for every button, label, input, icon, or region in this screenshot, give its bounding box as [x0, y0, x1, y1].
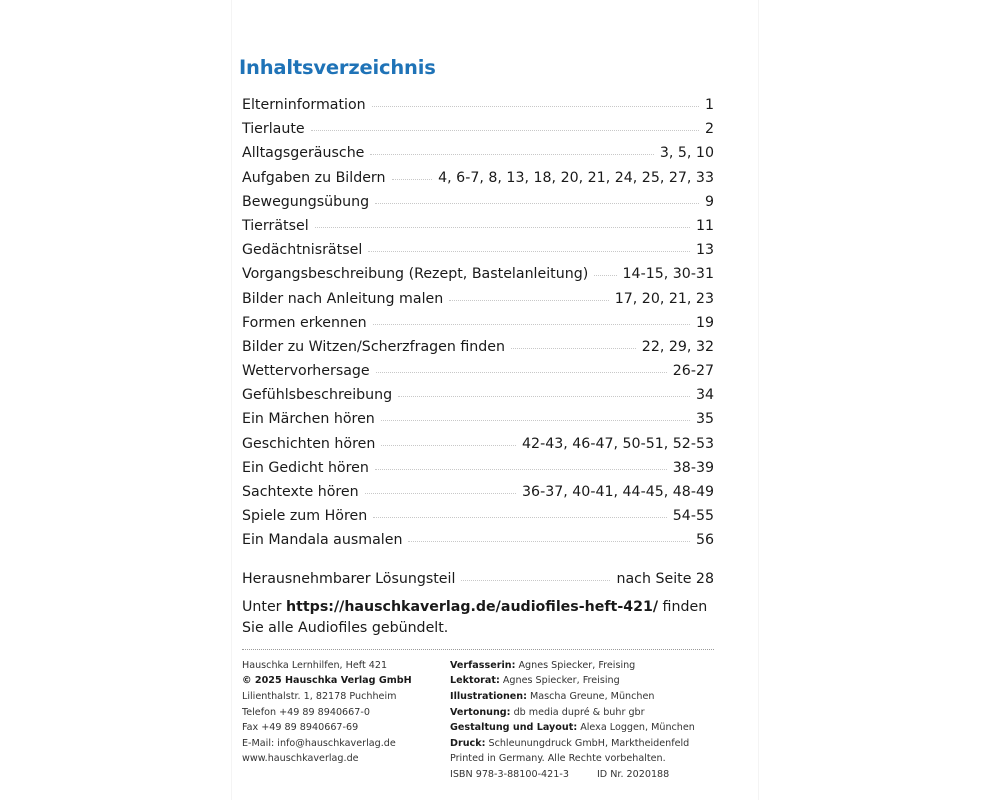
audio-url-link[interactable]: https://hauschkaverlag.de/audiofiles-heft-421/	[286, 598, 659, 615]
toc-label: Herausnehmbarer Lösungsteil	[242, 570, 456, 587]
leader-dots	[511, 348, 636, 349]
toc-label: Vorgangsbeschreibung (Rezept, Bastelanleitung)	[242, 266, 589, 283]
imprint-copyright: © 2025 Hauschka Verlag GmbH	[242, 675, 412, 687]
toc-row-solutions	[242, 567, 714, 591]
toc-label: Aufgaben zu Bildern	[242, 169, 386, 186]
imprint-phone: Telefon +49 89 8940667-0	[242, 706, 370, 718]
leader-dots	[398, 396, 690, 397]
id-number: ID Nr. 2020188	[596, 768, 670, 780]
toc-label: Bewegungsübung	[242, 193, 370, 210]
toc-row	[242, 287, 714, 311]
credit-editor: Lektorat: Agnes Spiecker, Freising	[450, 675, 620, 687]
toc-list	[242, 93, 714, 553]
imprint-credits	[450, 658, 714, 783]
imprint	[242, 658, 714, 783]
content	[239, 56, 714, 783]
toc-label: Formen erkennen	[242, 314, 367, 331]
toc-row	[242, 335, 714, 359]
toc-pages: 34	[695, 387, 714, 404]
leader-dots	[370, 154, 653, 155]
credit-audio: Vertonung: db media dupré & buhr gbr	[450, 706, 645, 718]
leader-dots	[375, 203, 699, 204]
imprint-fax: Fax +49 89 8940667-69	[242, 722, 359, 734]
toc-row	[242, 214, 714, 238]
credit-design: Gestaltung und Layout: Alexa Loggen, München	[450, 722, 695, 734]
audio-note-line2: Sie alle Audiofiles gebündelt.	[242, 619, 449, 636]
imprint-publisher	[242, 658, 450, 783]
credit-printed-in: Printed in Germany. Alle Rechte vorbehalten.	[450, 753, 666, 765]
leader-dots	[461, 580, 610, 581]
toc-pages: 42-43, 46-47, 50-51, 52-53	[522, 435, 714, 452]
leader-dots	[311, 130, 699, 131]
leader-dots	[449, 300, 608, 301]
toc-pages: 17, 20, 21, 23	[614, 290, 714, 307]
toc-label: Tierrätsel	[242, 217, 309, 234]
toc-row	[242, 383, 714, 407]
toc-row	[242, 166, 714, 190]
toc-label: Gefühlsbeschreibung	[242, 387, 393, 404]
toc-pages: 3, 5, 10	[659, 145, 714, 162]
leader-dots	[381, 445, 516, 446]
leader-dots	[372, 106, 699, 107]
imprint-address: Lilienthalstr. 1, 82178 Puchheim	[242, 690, 397, 702]
credit-isbn-row	[450, 767, 714, 783]
audio-note-suffix: finden	[658, 598, 708, 615]
toc-pages: 2	[704, 121, 714, 138]
toc-label: Wettervorhersage	[242, 363, 370, 380]
toc-pages: 26-27	[672, 363, 714, 380]
leader-dots	[594, 275, 616, 276]
toc-pages: 56	[695, 532, 714, 549]
toc-row	[242, 311, 714, 335]
toc-label: Ein Gedicht hören	[242, 459, 369, 476]
toc-label: Spiele zum Hören	[242, 508, 368, 525]
toc-label: Geschichten hören	[242, 435, 376, 452]
toc-row	[242, 359, 714, 383]
toc-row	[242, 141, 714, 165]
toc-pages: 1	[704, 97, 714, 113]
leader-dots	[381, 420, 690, 421]
toc-pages: 9	[704, 193, 714, 210]
toc-label: Bilder nach Anleitung malen	[242, 290, 444, 307]
toc-pages: 36-37, 40-41, 44-45, 48-49	[522, 484, 714, 500]
toc-pages: 19	[695, 314, 714, 331]
toc-pages: 11	[695, 217, 714, 234]
imprint-email: E-Mail: info@hauschkaverlag.de	[242, 737, 396, 749]
toc-label: Gedächtnisrätsel	[242, 242, 363, 259]
toc-label: Ein Märchen hören	[242, 411, 375, 428]
toc-pages: 4, 6-7, 8, 13, 18, 20, 21, 24, 25, 27, 33	[438, 169, 714, 186]
toc-row	[242, 93, 714, 117]
toc-pages: 13	[695, 242, 714, 259]
leader-dots	[392, 179, 433, 180]
toc-row	[242, 238, 714, 262]
toc-row	[242, 262, 714, 286]
toc-pages: 54-55	[672, 508, 714, 525]
leader-dots	[315, 227, 690, 228]
toc-row	[242, 456, 714, 480]
toc-pages: 22, 29, 32	[641, 338, 714, 355]
toc-row	[242, 528, 714, 552]
leader-dots	[373, 324, 690, 325]
imprint-series: Hauschka Lernhilfen, Heft 421	[242, 659, 388, 671]
page-title: Inhaltsverzeichnis	[239, 56, 436, 79]
imprint-website: www.hauschkaverlag.de	[242, 753, 359, 765]
toc-label: Alltagsgeräusche	[242, 145, 365, 162]
leader-dots	[375, 469, 667, 470]
toc-pages: 38-39	[672, 459, 714, 476]
toc-label: Ein Mandala ausmalen	[242, 532, 403, 549]
credit-print: Druck: Schleunungdruck GmbH, Marktheidenfeld	[450, 737, 690, 749]
toc-row	[242, 432, 714, 456]
leader-dots	[376, 372, 667, 373]
toc-label: Elterninformation	[242, 97, 366, 113]
toc-label: Sachtexte hören	[242, 484, 359, 500]
audio-note	[242, 597, 714, 639]
credit-author: Verfasserin: Agnes Spiecker, Freising	[450, 659, 636, 671]
toc-row	[242, 504, 714, 528]
toc-pages: 35	[695, 411, 714, 428]
toc-row	[242, 407, 714, 431]
toc-pages: 14-15, 30-31	[622, 266, 714, 283]
leader-dots	[373, 517, 667, 518]
toc-row	[242, 480, 714, 504]
leader-dots	[368, 251, 690, 252]
audio-note-prefix: Unter	[242, 598, 287, 615]
toc-label: Tierlaute	[242, 121, 305, 138]
leader-dots	[408, 541, 690, 542]
separator-line	[242, 649, 714, 650]
isbn: ISBN 978-3-88100-421-3	[450, 768, 569, 780]
toc-pages: nach Seite 28	[616, 570, 714, 587]
toc-label: Bilder zu Witzen/Scherzfragen finden	[242, 338, 506, 355]
leader-dots	[365, 493, 516, 494]
credit-illustrations: Illustrationen: Mascha Greune, München	[450, 690, 655, 702]
toc-row	[242, 117, 714, 141]
toc-row	[242, 190, 714, 214]
